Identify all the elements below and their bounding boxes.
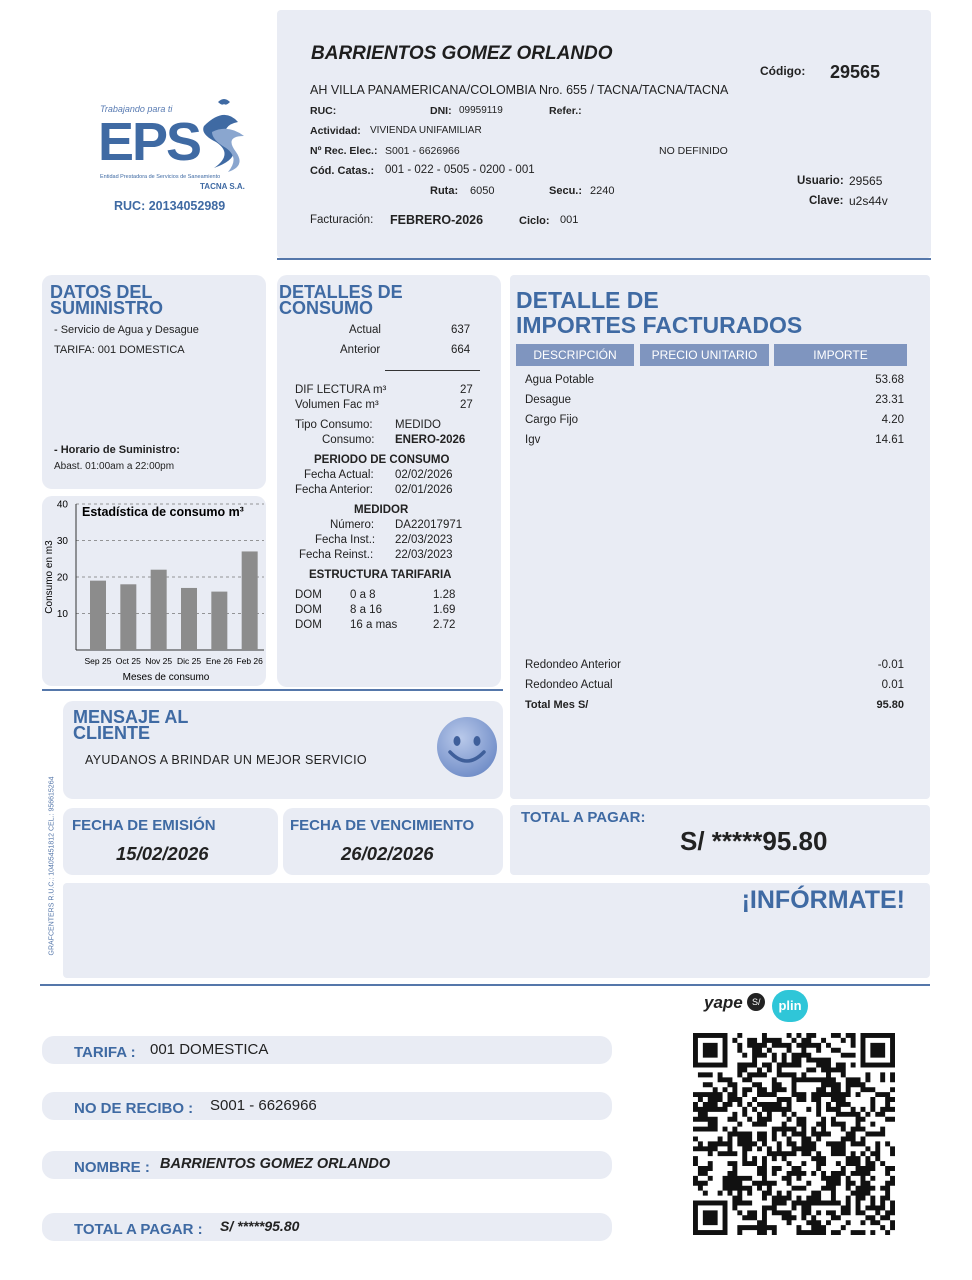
footer-tarifa-value: 001 DOMESTICA <box>150 1041 269 1058</box>
importe-desc: Igv <box>525 434 541 446</box>
chart-x-tick: Feb 26 <box>236 656 263 666</box>
redondeo-actual-label: Redondeo Actual <box>525 679 613 691</box>
qr-finder <box>861 1033 895 1067</box>
yape-badge: S/ <box>747 993 765 1011</box>
medidor-title: MEDIDOR <box>354 504 409 516</box>
chart-y-tick: 10 <box>56 609 68 620</box>
numero-value: DA22017971 <box>395 519 463 531</box>
mensaje-title-2: CLIENTE <box>73 723 151 743</box>
tipo-consumo-label: Tipo Consumo: <box>295 419 373 431</box>
col-header-precio: PRECIO UNITARIO <box>640 344 769 366</box>
tarifa-rango: 16 a mas <box>350 619 398 631</box>
usuario-label: Usuario: <box>797 175 844 187</box>
importes-title-2: IMPORTES FACTURADOS <box>516 312 803 338</box>
chart-y-label: Consumo en m3 <box>44 540 55 614</box>
smiley-icon <box>436 716 498 778</box>
fecha-reinst-value: 22/03/2023 <box>395 549 453 561</box>
chart-bar <box>120 584 136 650</box>
tipo-consumo-value: MEDIDO <box>395 419 441 431</box>
footer-tarifa <box>42 1036 612 1064</box>
chart-x-tick: Nov 25 <box>145 656 173 666</box>
facturacion-label: Facturación: <box>310 214 374 226</box>
chart-y-tick: 20 <box>56 572 68 584</box>
plin-logo <box>772 990 808 1022</box>
chart-y-tick: 40 <box>56 499 68 511</box>
yape-text: yape <box>704 993 743 1012</box>
footer-tarifa-label: TARIFA : <box>74 1044 136 1061</box>
redondeo-actual-value: 0.01 <box>881 679 904 691</box>
facturacion-value: FEBRERO-2026 <box>390 213 484 227</box>
ruc-label: RUC: <box>310 105 337 117</box>
mensaje-divider <box>42 689 503 691</box>
logo-subtitle: Entidad Prestadora de Servicios de Saneamiento <box>100 174 221 180</box>
fecha-actual-value: 02/02/2026 <box>395 469 453 481</box>
fecha-anterior-value: 02/01/2026 <box>395 484 453 496</box>
total-value: S/ *****95.80 <box>680 826 828 856</box>
servicio-text: - Servicio de Agua y Desague <box>54 324 199 336</box>
header-divider <box>277 258 931 260</box>
estructura-title: ESTRUCTURA TARIFARIA <box>309 569 452 581</box>
suministro-title-1: DATOS DEL <box>50 282 153 302</box>
actividad-value: VIVIENDA UNIFAMILIAR <box>370 125 482 136</box>
fecha-reinst-label: Fecha Reinst.: <box>299 549 374 561</box>
tarifa-cat: DOM <box>295 589 322 601</box>
importe-desc: Agua Potable <box>525 374 595 386</box>
refer-label: Refer.: <box>549 105 582 117</box>
mensaje-text: AYUDANOS A BRINDAR UN MEJOR SERVICIO <box>85 753 367 767</box>
chart-bar <box>151 570 167 650</box>
tarifa-precio: 1.28 <box>433 589 456 601</box>
logo-brand: EPS <box>98 112 201 172</box>
consumo-mes-value: ENERO-2026 <box>395 434 466 446</box>
consumo-mes-label: Consumo: <box>322 434 375 446</box>
importe-amount: 23.31 <box>875 394 904 406</box>
footer-recibo-value: S001 - 6626966 <box>210 1097 317 1114</box>
dif-lectura-value: 27 <box>460 384 473 396</box>
col-header-importe: IMPORTE <box>774 344 907 366</box>
fecha-anterior-label: Fecha Anterior: <box>295 484 373 496</box>
total-mes-value: 95.80 <box>876 699 904 711</box>
consumo-title-2: CONSUMO <box>279 298 373 318</box>
usuario-value: 29565 <box>849 174 883 188</box>
volumen-value: 27 <box>460 399 473 411</box>
footer-nombre-value: BARRIENTOS GOMEZ ORLANDO <box>160 1156 391 1172</box>
chart-x-tick: Dic 25 <box>176 656 202 666</box>
footer-total-value: S/ *****95.80 <box>220 1218 300 1234</box>
importe-amount: 14.61 <box>875 434 904 446</box>
logo-tagline: Trabajando para ti <box>100 104 173 114</box>
fecha-inst-label: Fecha Inst.: <box>315 534 376 546</box>
chart-y-tick: 30 <box>56 536 68 547</box>
redondeo-anterior-label: Redondeo Anterior <box>525 659 621 671</box>
qr-finder <box>693 1201 727 1235</box>
plin-text: plin <box>778 998 802 1013</box>
importe-amount: 53.68 <box>875 374 904 386</box>
catas-label: Cód. Catas.: <box>310 165 375 177</box>
logo-ruc: RUC: 20134052989 <box>114 199 226 213</box>
qr-finder <box>693 1033 727 1067</box>
rec-elec-label: Nº Rec. Elec.: <box>310 145 378 157</box>
clave-value: u2s44v <box>849 194 888 208</box>
fecha-actual-label: Fecha Actual: <box>304 469 374 481</box>
footer-nombre <box>42 1151 612 1179</box>
importe-amount: 4.20 <box>881 414 904 426</box>
footer-total-label: TOTAL A PAGAR : <box>74 1221 203 1238</box>
footer-total <box>42 1213 612 1241</box>
chart-x-label: Meses de consumo <box>122 672 210 683</box>
ciclo-label: Ciclo: <box>519 215 550 227</box>
chart-bar <box>90 581 106 650</box>
informate-divider <box>40 984 930 986</box>
qr-code-icon <box>693 1033 895 1235</box>
tarifa-cat: DOM <box>295 604 322 616</box>
consumo-title-1: DETALLES DE <box>279 282 403 302</box>
fecha-inst-value: 22/03/2023 <box>395 534 453 546</box>
importe-desc: Desague <box>525 394 572 406</box>
secu-label: Secu.: <box>549 185 583 197</box>
ciclo-value: 001 <box>560 214 579 226</box>
informate-title: ¡INFÓRMATE! <box>741 886 905 914</box>
vencimiento-label: FECHA DE VENCIMIENTO <box>290 817 475 834</box>
emision-label: FECHA DE EMISIÓN <box>72 817 216 834</box>
tarifa-row <box>295 589 456 601</box>
volumen-label: Volumen Fac m³ <box>295 399 379 411</box>
no-definido: NO DEFINIDO <box>659 145 728 157</box>
subtotal-divider <box>385 370 480 371</box>
dni-value: 09959119 <box>459 105 503 116</box>
yape-logo <box>704 993 765 1013</box>
clave-label: Clave: <box>809 195 844 207</box>
importe-desc: Cargo Fijo <box>525 414 579 426</box>
footer-recibo-label: NO DE RECIBO : <box>74 1100 194 1117</box>
suministro-title-2: SUMINISTRO <box>50 298 164 318</box>
total-mes-label: Total Mes S/ <box>525 699 589 711</box>
catas-value: 001 - 022 - 0505 - 0200 - 001 <box>385 164 535 176</box>
tarifa-row <box>295 604 456 616</box>
dif-lectura-label: DIF LECTURA m³ <box>295 384 387 396</box>
actual-label: Actual <box>349 324 381 336</box>
vencimiento-value: 26/02/2026 <box>341 843 434 864</box>
chart-bar <box>242 551 258 650</box>
chart-bar <box>211 592 227 650</box>
periodo-title: PERIODO DE CONSUMO <box>314 454 450 466</box>
chart-bar <box>181 588 197 650</box>
chart-title: Estadística de consumo m³ <box>82 505 244 519</box>
tarifa-cat: DOM <box>295 619 322 631</box>
customer-name: BARRIENTOS GOMEZ ORLANDO <box>311 43 613 64</box>
anterior-value: 664 <box>451 344 471 356</box>
printer-credit: GRAFCENTERS R.U.C.: 10405451812 CEL.: 956615264 <box>48 776 56 956</box>
chart-x-tick: Ene 26 <box>205 656 233 666</box>
consumption-chart <box>42 496 266 686</box>
col-header-descripcion: DESCRIPCIÓN <box>516 344 634 366</box>
chart-x-tick: Sep 25 <box>84 656 112 666</box>
horario-label: - Horario de Suministro: <box>54 444 180 456</box>
tarifa-precio: 1.69 <box>433 604 456 616</box>
chart-x-tick: Oct 25 <box>115 656 141 666</box>
tarifa-precio: 2.72 <box>433 619 456 631</box>
ruta-label: Ruta: <box>430 185 459 197</box>
customer-address: AH VILLA PANAMERICANA/COLOMBIA Nro. 655 / TACNA/TACNA/TACNA <box>310 83 729 97</box>
actividad-label: Actividad: <box>310 125 361 137</box>
anterior-label: Anterior <box>340 344 381 356</box>
tarifa-row <box>295 619 456 631</box>
actual-value: 637 <box>451 324 471 336</box>
tarifa-rango: 0 a 8 <box>350 589 376 601</box>
secu-value: 2240 <box>590 185 615 197</box>
dni-label: DNI: <box>430 105 452 117</box>
mensaje-title-1: MENSAJE AL <box>73 707 189 727</box>
codigo-label: Código: <box>760 64 806 78</box>
importes-title-1: DETALLE DE <box>516 287 659 313</box>
total-label: TOTAL A PAGAR: <box>521 809 646 826</box>
ruta-value: 6050 <box>470 185 495 197</box>
emision-value: 15/02/2026 <box>116 843 209 864</box>
tarifa-text: TARIFA: 001 DOMESTICA <box>54 344 185 356</box>
codigo-value: 29565 <box>830 62 881 82</box>
rec-elec-value: S001 - 6626966 <box>385 145 460 157</box>
numero-label: Número: <box>330 519 375 531</box>
redondeo-anterior-value: -0.01 <box>877 659 904 671</box>
logo-city: TACNA S.A. <box>200 182 245 191</box>
company-logo <box>96 96 266 216</box>
footer-nombre-label: NOMBRE : <box>74 1159 150 1176</box>
water-waves-icon <box>194 96 254 174</box>
tarifa-rango: 8 a 16 <box>350 604 382 616</box>
footer-recibo <box>42 1092 612 1120</box>
horario-value: Abast. 01:00am a 22:00pm <box>54 461 175 472</box>
